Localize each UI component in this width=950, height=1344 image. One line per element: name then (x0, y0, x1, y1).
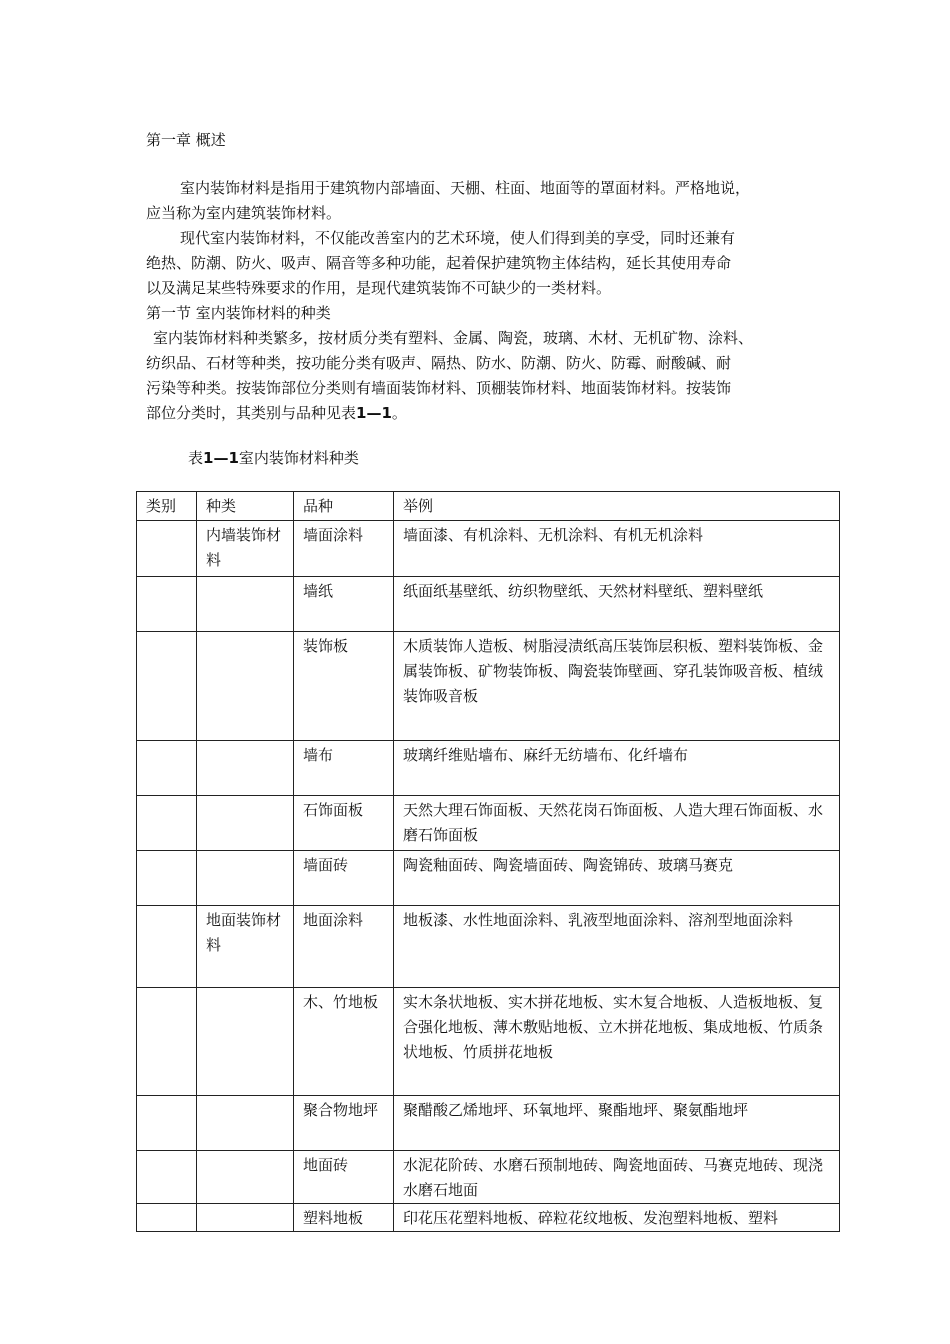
header-cell-example: 举例 (394, 492, 840, 521)
section-title: 第一节 室内装饰材料的种类 (146, 304, 331, 322)
cell-variety: 聚合物地坪 (294, 1096, 394, 1151)
cell-category (137, 906, 197, 988)
cell-example: 陶瓷釉面砖、陶瓷墙面砖、陶瓷锦砖、玻璃马赛克 (394, 851, 840, 906)
paragraph-line: 室内装饰材料种类繁多，按材质分类有塑料、金属、陶瓷，玻璃、木材、无机矿物、涂料、 (153, 329, 754, 347)
cell-kind (197, 1204, 294, 1232)
caption-table-number: 1—1 (203, 449, 239, 467)
table-row (137, 1204, 840, 1232)
cell-kind (197, 741, 294, 796)
caption-prefix: 表 (188, 449, 204, 467)
paragraph-line: 污染等种类。按装饰部位分类则有墙面装饰材料、顶棚装饰材料、地面装饰材料。按装饰 (146, 379, 732, 397)
table-caption (188, 446, 359, 471)
cell-example: 天然大理石饰面板、天然花岗石饰面板、人造大理石饰面板、水磨石饰面板 (394, 796, 840, 851)
cell-variety: 木、竹地板 (294, 988, 394, 1096)
table-row (137, 796, 840, 851)
header-cell-variety: 品种 (294, 492, 394, 521)
table-row (137, 632, 840, 741)
cell-variety: 墙布 (294, 741, 394, 796)
table-row (137, 1151, 840, 1204)
table-row (137, 577, 840, 632)
table-row (137, 1096, 840, 1151)
cell-variety: 墙面砖 (294, 851, 394, 906)
paragraph-line: 以及满足某些特殊要求的作用，是现代建筑装饰不可缺少的一类材料。 (146, 279, 612, 297)
cell-category (137, 577, 197, 632)
cell-kind: 内墙装饰材料 (197, 521, 294, 577)
chapter-title: 第一章 概述 (146, 131, 226, 149)
cell-example: 地板漆、水性地面涂料、乳液型地面涂料、溶剂型地面涂料 (394, 906, 840, 988)
cell-category (137, 1096, 197, 1151)
cell-kind (197, 988, 294, 1096)
header-cell-category: 类别 (137, 492, 197, 521)
cell-example: 木质装饰人造板、树脂浸渍纸高压装饰层积板、塑料装饰板、金属装饰板、矿物装饰板、陶瓷装饰壁画、穿孔装饰吸音板、植绒装饰吸音板 (394, 632, 840, 741)
paragraph-line: 纺织品、石材等种类，按功能分类有吸声、隔热、防水、防潮、防火、防霉、耐酸碱、耐 (146, 354, 732, 372)
cell-variety: 地面涂料 (294, 906, 394, 988)
table-row (137, 906, 840, 988)
cell-kind: 地面装饰材料 (197, 906, 294, 988)
table-header-row (137, 492, 840, 521)
cell-kind (197, 632, 294, 741)
cell-example: 玻璃纤维贴墙布、麻纤无纺墙布、化纤墙布 (394, 741, 840, 796)
cell-category (137, 796, 197, 851)
cell-category (137, 521, 197, 577)
cell-kind (197, 1096, 294, 1151)
paragraph-line: 现代室内装饰材料，不仅能改善室内的艺术环境，使人们得到美的享受，同时还兼有 (180, 229, 736, 247)
cell-example: 水泥花阶砖、水磨石预制地砖、陶瓷地面砖、马赛克地砖、现浇水磨石地面 (394, 1151, 840, 1204)
cell-variety: 地面砖 (294, 1151, 394, 1204)
paragraph-text: 。 (391, 404, 407, 422)
paragraph-line (146, 401, 407, 426)
cell-example: 聚醋酸乙烯地坪、环氧地坪、聚酯地坪、聚氨酯地坪 (394, 1096, 840, 1151)
table-row (137, 741, 840, 796)
cell-category (137, 1151, 197, 1204)
cell-kind (197, 577, 294, 632)
paragraph-line: 绝热、防潮、防火、吸声、隔音等多种功能，起着保护建筑物主体结构，延长其使用寿命 (146, 254, 732, 272)
table-row (137, 851, 840, 906)
paragraph-text: 部位分类时，其类别与品种见表 (146, 404, 357, 422)
table-reference: 1—1 (356, 404, 392, 422)
cell-variety: 装饰板 (294, 632, 394, 741)
cell-kind (197, 796, 294, 851)
table-row (137, 988, 840, 1096)
cell-category (137, 632, 197, 741)
cell-variety: 石饰面板 (294, 796, 394, 851)
caption-title: 室内装饰材料种类 (238, 449, 359, 467)
cell-category (137, 851, 197, 906)
paragraph-line: 应当称为室内建筑装饰材料。 (146, 204, 342, 222)
cell-example: 墙面漆、有机涂料、无机涂料、有机无机涂料 (394, 521, 840, 577)
cell-category (137, 988, 197, 1096)
cell-kind (197, 851, 294, 906)
cell-variety: 墙面涂料 (294, 521, 394, 577)
cell-example: 实木条状地板、实木拼花地板、实木复合地板、人造板地板、复合强化地板、薄木敷贴地板、立木拼花地板、集成地板、竹质条状地板、竹质拼花地板 (394, 988, 840, 1096)
paragraph-line: 室内装饰材料是指用于建筑物内部墙面、天棚、柱面、地面等的罩面材料。严格地说， (180, 179, 751, 197)
cell-category (137, 741, 197, 796)
table-row (137, 521, 840, 577)
materials-table (136, 491, 840, 1232)
cell-variety: 塑料地板 (294, 1204, 394, 1232)
cell-kind (197, 1151, 294, 1204)
cell-category (137, 1204, 197, 1232)
cell-example: 印花压花塑料地板、碎粒花纹地板、发泡塑料地板、塑料 (394, 1204, 840, 1232)
header-cell-kind: 种类 (197, 492, 294, 521)
cell-variety: 墙纸 (294, 577, 394, 632)
cell-example: 纸面纸基壁纸、纺织物壁纸、天然材料壁纸、塑料壁纸 (394, 577, 840, 632)
